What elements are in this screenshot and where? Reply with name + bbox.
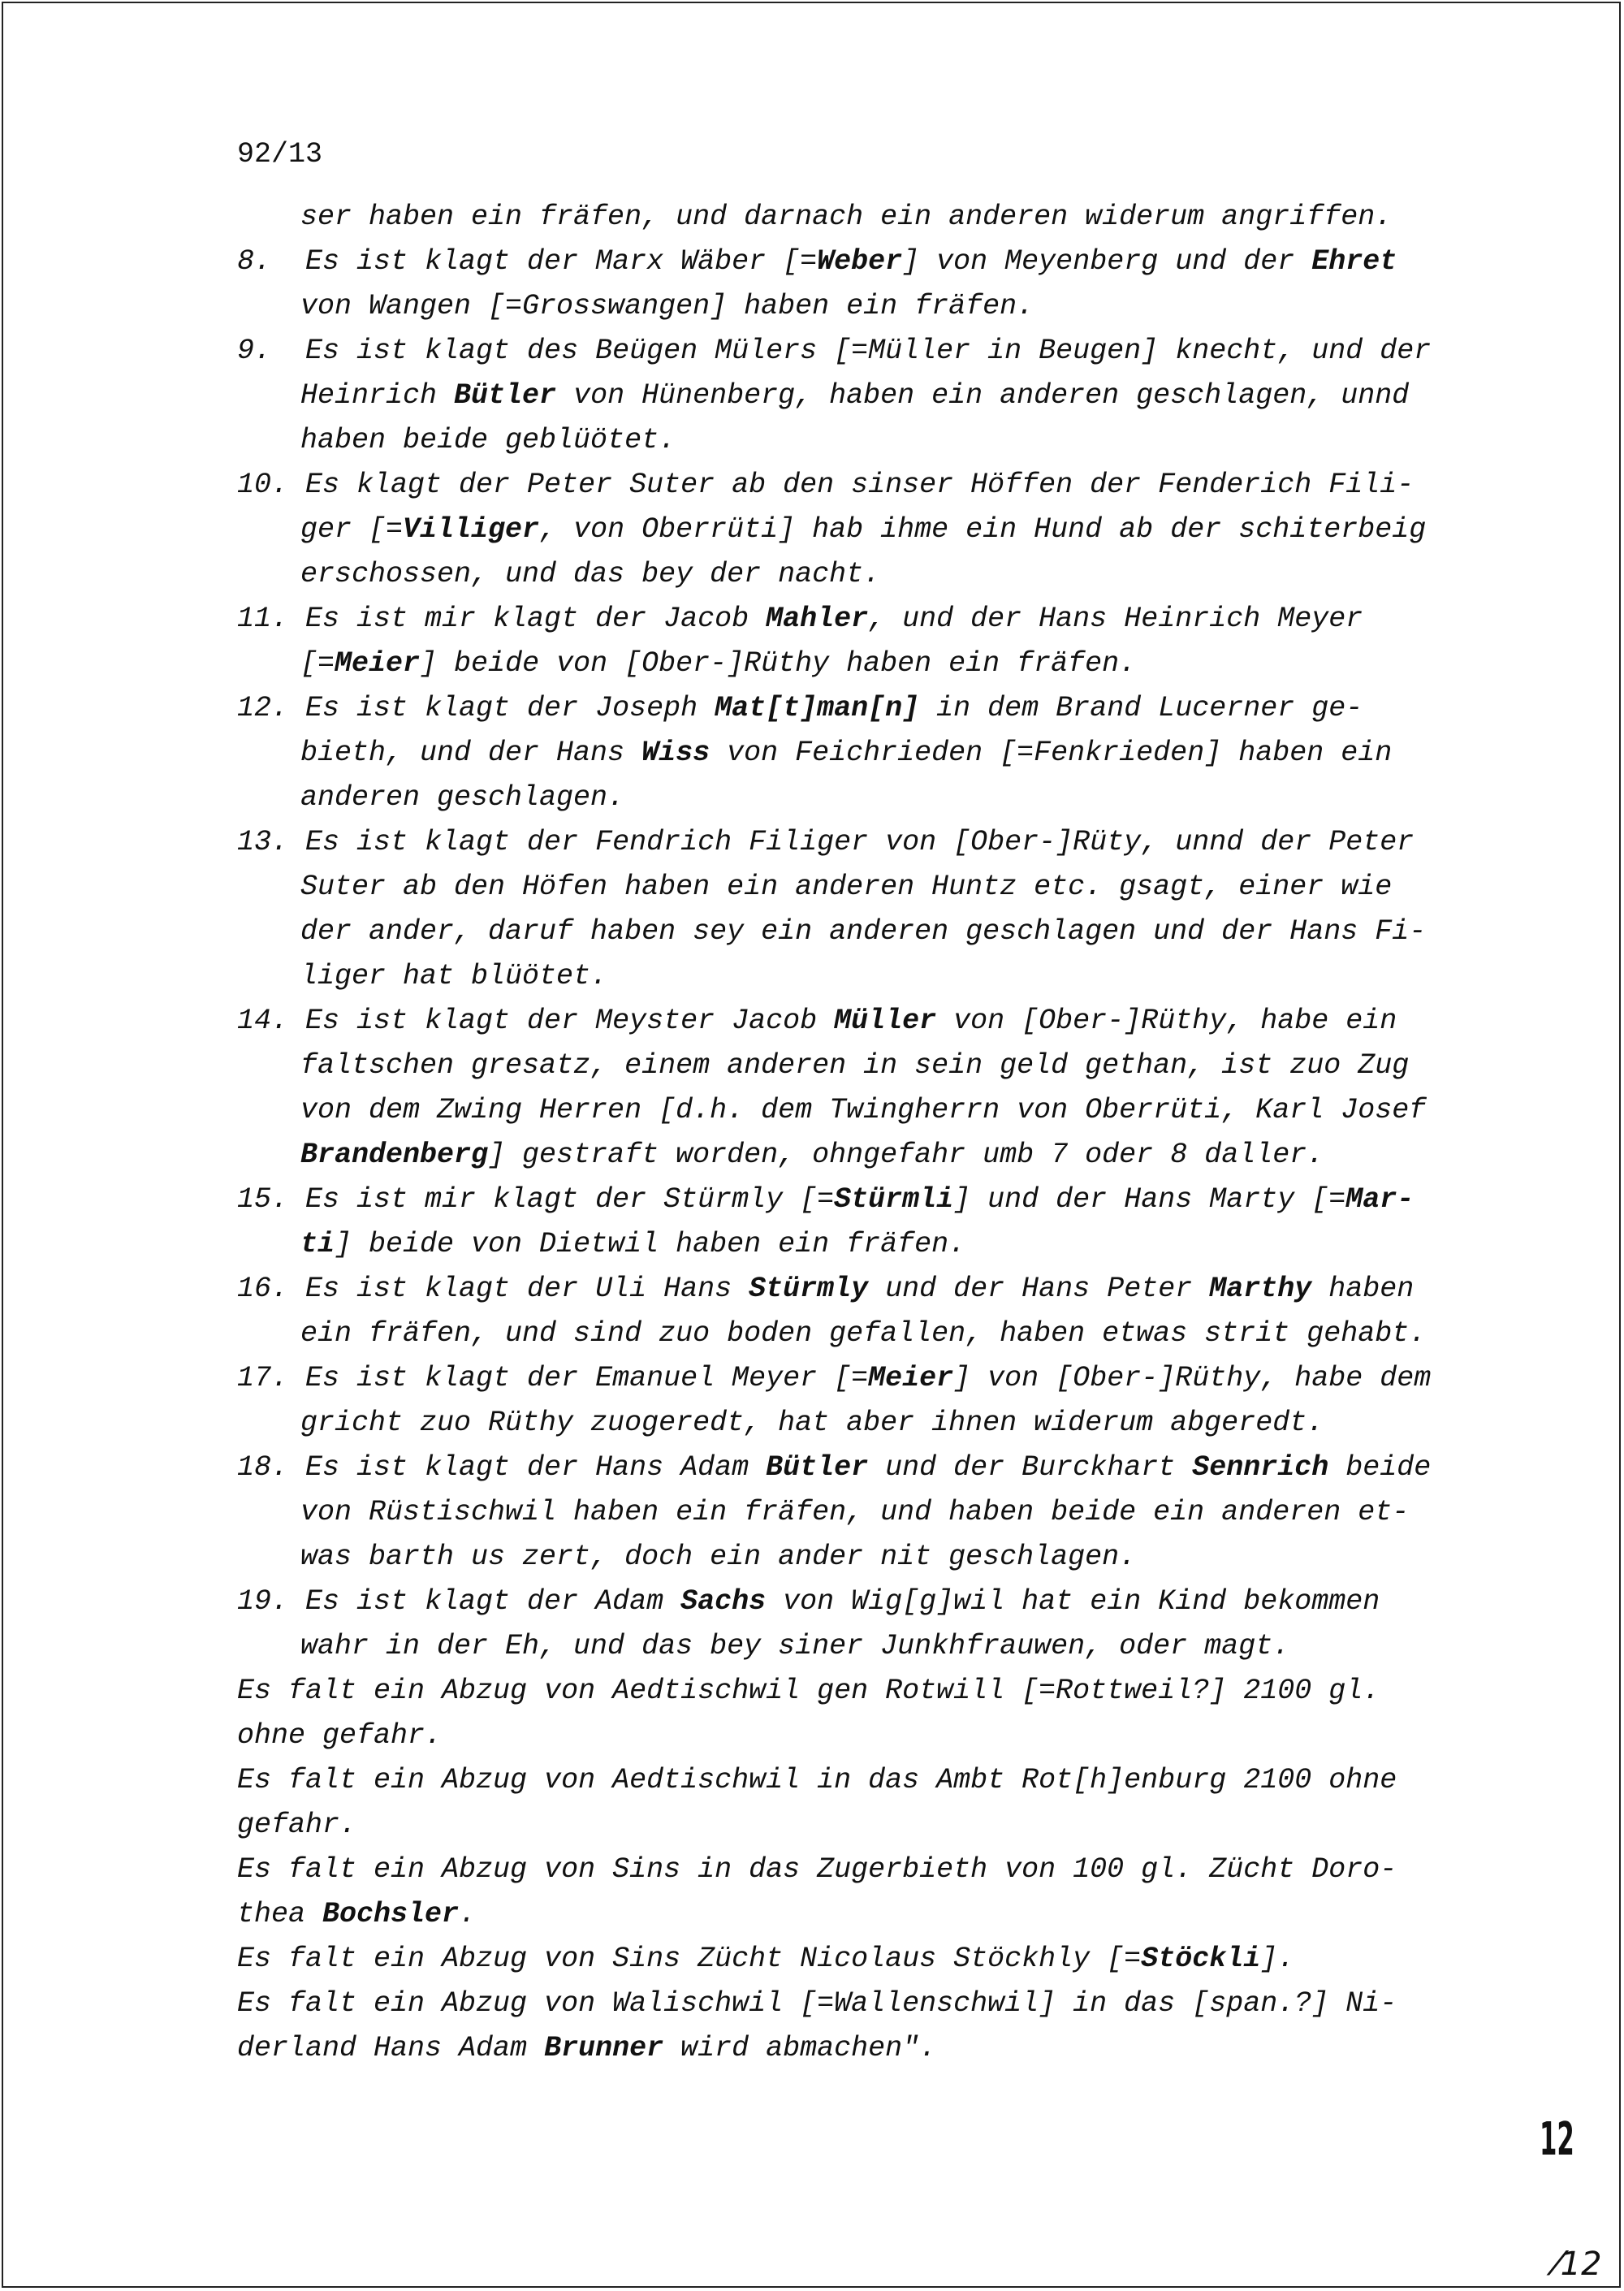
text-segment: ]. <box>1260 1943 1295 1975</box>
text-segment: gefahr. <box>237 1809 357 1841</box>
text-segment: liger hat blüötet. <box>300 960 608 992</box>
text-line <box>237 1624 1504 1669</box>
text-line <box>237 820 1504 865</box>
document-body <box>237 195 1504 2071</box>
text-segment: und der Hans Peter <box>868 1273 1210 1305</box>
text-segment: der ander, daruf haben sey ein anderen geschlagen und der Hans Fi- <box>300 915 1427 948</box>
text-line <box>237 642 1504 686</box>
text-segment: was barth us zert, doch ein ander nit geschlagen. <box>300 1541 1137 1573</box>
bold-name: Meier <box>868 1362 954 1394</box>
text-line <box>237 1937 1504 1982</box>
text-line <box>237 1848 1504 1892</box>
text-segment: 9. Es ist klagt des Beügen Mülers [=Müller in Beugen] knecht, und der <box>237 335 1432 367</box>
text-line <box>237 1490 1504 1535</box>
text-segment: von Wig[g]wil hat ein Kind bekommen <box>766 1585 1380 1618</box>
text-segment: ] beide von [Ober-]Rüthy haben ein fräfen. <box>420 647 1137 680</box>
text-line <box>237 1133 1504 1178</box>
bold-name: Sachs <box>680 1585 767 1618</box>
text-segment: wahr in der Eh, und das bey siner Junkhfrauwen, oder magt. <box>300 1630 1290 1662</box>
text-segment: erschossen, und das bey der nacht. <box>300 558 881 590</box>
bold-name: Villiger <box>403 513 540 546</box>
bold-name: Stürmli <box>834 1183 954 1216</box>
text-segment: gricht zuo Rüthy zuogeredt, hat aber ihnen widerum abgeredt. <box>300 1407 1324 1439</box>
text-line <box>237 1267 1504 1312</box>
text-segment: Es falt ein Abzug von Walischwil [=Wallenschwil] in das [span.?] Ni- <box>237 1987 1397 2020</box>
text-segment: [= <box>300 647 335 680</box>
text-segment: und der Burckhart <box>868 1451 1193 1484</box>
text-line <box>237 865 1504 910</box>
text-segment: Es falt ein Abzug von Sins in das Zugerbieth von 100 gl. Zücht Doro- <box>237 1853 1397 1886</box>
text-segment: ] von Meyenberg und der <box>902 245 1312 278</box>
text-line <box>237 195 1504 240</box>
text-segment: von [Ober-]Rüthy, habe ein <box>936 1005 1397 1037</box>
bold-name: Brandenberg <box>300 1139 489 1171</box>
bold-name: Sennrich <box>1192 1451 1329 1484</box>
text-segment: 8. Es ist klagt der Marx Wäber [= <box>237 245 818 278</box>
text-line <box>237 999 1504 1044</box>
bold-name: ti <box>300 1228 335 1260</box>
text-segment: Es falt ein Abzug von Sins Zücht Nicolaus Stöckhly [= <box>237 1943 1142 1975</box>
page-reference: 92/13 <box>237 138 323 171</box>
text-line <box>237 374 1504 418</box>
text-segment: thea <box>237 1898 323 1930</box>
text-segment: 12. Es ist klagt der Joseph <box>237 692 715 724</box>
text-line <box>237 1580 1504 1624</box>
text-line <box>237 1356 1504 1401</box>
text-segment: 10. Es klagt der Peter Suter ab den sinser Höffen der Fenderich Fili- <box>237 469 1415 501</box>
text-segment: in dem Brand Lucerner ge- <box>919 692 1363 724</box>
text-line <box>237 1312 1504 1356</box>
bold-name: Mat[t]man[n] <box>715 692 920 724</box>
text-line <box>237 1088 1504 1133</box>
text-line <box>237 1222 1504 1267</box>
text-segment: derland Hans Adam <box>237 2032 545 2064</box>
text-segment: bieth, und der Hans <box>300 737 642 769</box>
text-line <box>237 1758 1504 1803</box>
text-line <box>237 1446 1504 1490</box>
text-segment: ser haben ein fräfen, und darnach ein anderen widerum angriffen. <box>300 201 1393 233</box>
text-segment: ] beide von Dietwil haben ein fräfen. <box>335 1228 966 1260</box>
text-line <box>237 1535 1504 1580</box>
text-line <box>237 1044 1504 1088</box>
text-segment: beide <box>1328 1451 1432 1484</box>
text-segment: Es falt ein Abzug von Aedtischwil gen Rotwill [=Rottweil?] 2100 gl. <box>237 1675 1380 1707</box>
bold-name: Stürmly <box>749 1273 869 1305</box>
bold-name: Stöckli <box>1141 1943 1261 1975</box>
bold-name: Bütler <box>454 379 557 412</box>
text-line <box>237 552 1504 597</box>
text-line <box>237 240 1504 284</box>
text-segment: 16. Es ist klagt der Uli Hans <box>237 1273 749 1305</box>
text-line <box>237 508 1504 552</box>
text-segment: ein fräfen, und sind zuo boden gefallen, haben etwas strit gehabt. <box>300 1317 1427 1350</box>
text-segment: 14. Es ist klagt der Meyster Jacob <box>237 1005 835 1037</box>
text-segment: von Wangen [=Grosswangen] haben ein fräfen. <box>300 290 1034 322</box>
text-segment: faltschen gresatz, einem anderen in sein geld gethan, ist zuo Zug <box>300 1049 1410 1082</box>
text-segment: 15. Es ist mir klagt der Stürmly [= <box>237 1183 835 1216</box>
text-line <box>237 1803 1504 1848</box>
bold-name: Mahler <box>766 603 869 635</box>
text-segment: Es falt ein Abzug von Aedtischwil in das Ambt Rot[h]enburg 2100 ohne <box>237 1764 1397 1796</box>
text-line <box>237 776 1504 820</box>
text-line <box>237 686 1504 731</box>
text-line <box>237 1892 1504 1937</box>
bold-name: Mar- <box>1345 1183 1415 1216</box>
text-segment: wird abmachen". <box>663 2032 937 2064</box>
text-line <box>237 1401 1504 1446</box>
text-segment: von Feichrieden [=Fenkrieden] haben ein <box>710 737 1393 769</box>
bold-name: Meier <box>335 647 421 680</box>
text-line <box>237 910 1504 954</box>
bold-name: Brunner <box>544 2032 664 2064</box>
text-line <box>237 284 1504 329</box>
text-line <box>237 1982 1504 2026</box>
text-segment: 18. Es ist klagt der Hans Adam <box>237 1451 767 1484</box>
text-segment: , und der Hans Heinrich Meyer <box>868 603 1363 635</box>
text-line <box>237 463 1504 508</box>
text-line <box>237 1714 1504 1758</box>
bold-name: Bütler <box>766 1451 869 1484</box>
text-segment: anderen geschlagen. <box>300 781 625 814</box>
text-segment: ohne gefahr. <box>237 1719 443 1752</box>
text-segment: von Rüstischwil haben ein fräfen, und haben beide ein anderen et- <box>300 1496 1410 1528</box>
text-line <box>237 2026 1504 2071</box>
text-segment: Heinrich <box>300 379 455 412</box>
handwritten-page-number: 12 <box>1540 2113 1574 2166</box>
text-segment: von dem Zwing Herren [d.h. dem Twingherrn von Oberrüti, Karl Josef <box>300 1094 1427 1126</box>
text-segment: ger [= <box>300 513 404 546</box>
bold-name: Müller <box>834 1005 937 1037</box>
text-segment: haben beide geblüötet. <box>300 424 676 456</box>
text-line <box>237 1669 1504 1714</box>
text-segment: 13. Es ist klagt der Fendrich Filiger von [Ober-]Rüty, unnd der Peter <box>237 826 1415 858</box>
bold-name: Ehret <box>1311 245 1397 278</box>
bold-name: Marthy <box>1209 1273 1312 1305</box>
text-segment: ] gestraft worden, ohngefahr umb 7 oder 8 daller. <box>488 1139 1324 1171</box>
text-segment: , von Oberrüti] hab ihme ein Hund ab der schiterbeig <box>539 513 1427 546</box>
text-segment: 17. Es ist klagt der Emanuel Meyer [= <box>237 1362 869 1394</box>
text-segment: Suter ab den Höfen haben ein anderen Huntz etc. gsagt, einer wie <box>300 871 1393 903</box>
text-segment: 19. Es ist klagt der Adam <box>237 1585 681 1618</box>
text-segment: von Hünenberg, haben ein anderen geschlagen, unnd <box>556 379 1410 412</box>
text-segment: ] von [Ober-]Rüthy, habe dem <box>953 1362 1432 1394</box>
text-line <box>237 954 1504 999</box>
text-line <box>237 329 1504 374</box>
bold-name: Weber <box>817 245 903 278</box>
text-segment: ] und der Hans Marty [= <box>953 1183 1346 1216</box>
text-segment: . <box>459 1898 477 1930</box>
text-line <box>237 418 1504 463</box>
handwritten-reference: ⁄12 <box>1555 2246 1602 2283</box>
bold-name: Wiss <box>641 737 710 769</box>
bold-name: Bochsler <box>322 1898 460 1930</box>
text-segment: 11. Es ist mir klagt der Jacob <box>237 603 767 635</box>
text-line <box>237 1178 1504 1222</box>
text-line <box>237 731 1504 776</box>
text-segment: haben <box>1311 1273 1415 1305</box>
text-line <box>237 597 1504 642</box>
